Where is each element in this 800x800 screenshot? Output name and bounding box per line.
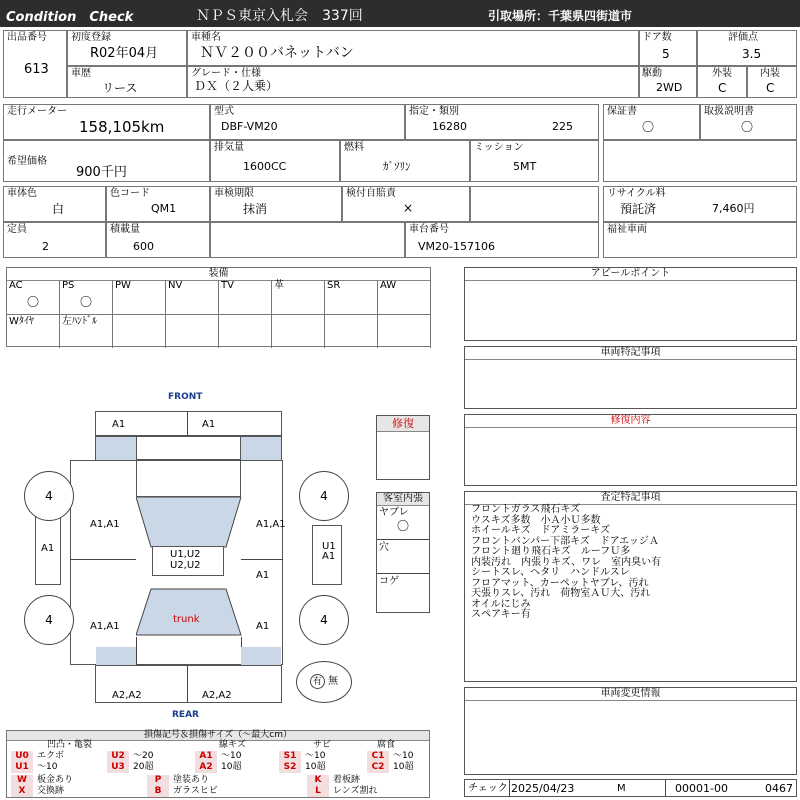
load-label: 積載量 <box>110 224 140 235</box>
legend-meaning: ～10 <box>221 751 242 761</box>
lot-cell <box>3 30 67 98</box>
repair-content-box <box>464 414 797 486</box>
change-title: 車両変更情報 <box>465 688 796 701</box>
load-cell <box>106 222 210 258</box>
mission-value: 5MT <box>513 160 537 173</box>
legend-meaning: 20超 <box>133 762 154 772</box>
mission-label: ミッション <box>474 142 524 153</box>
price-value: 900千円 <box>76 165 127 180</box>
front-bumper-right-mark: A1 <box>202 419 216 430</box>
spare-tyre <box>296 661 352 703</box>
category-value: 225 <box>552 120 573 133</box>
car-name: ＮＶ２００バネットバン <box>200 45 354 61</box>
warranty-mark: 〇 <box>642 120 655 134</box>
legend-row <box>7 751 429 762</box>
color-cell <box>3 186 106 222</box>
chassis-cell <box>405 222 599 258</box>
repair-box <box>376 415 430 480</box>
manual-label: 取扱説明書 <box>704 106 754 117</box>
legend-meaning: 10超 <box>221 762 242 772</box>
int-cell <box>747 66 797 98</box>
name-label: 車種名 <box>191 32 221 43</box>
int-value: C <box>766 81 775 95</box>
inspection-label: 車検期限 <box>214 188 254 199</box>
equipment-extra-label: 左ﾊﾝﾄﾞﾙ <box>62 316 97 327</box>
inspect-note: スペアキー有 <box>471 609 531 620</box>
ext-cell <box>697 66 747 98</box>
left-rear-mark: A1,A1 <box>90 621 120 632</box>
score-cell <box>697 30 797 66</box>
equipment-extra-label: Wﾀｲﾔ <box>9 316 34 327</box>
legend-code: B <box>147 786 169 797</box>
legend-row <box>7 775 429 786</box>
name-cell <box>187 30 639 66</box>
ext-value: C <box>718 81 727 95</box>
capacity-cell <box>3 222 106 258</box>
chassis-value: VM20-157106 <box>418 240 495 253</box>
ext-label: 外装 <box>712 68 732 79</box>
legend-meaning: 10超 <box>305 762 326 772</box>
color-code-value: QM1 <box>151 202 177 215</box>
inspect-note: 内装汚れ 内張りキズ、ワレ 室内臭い有 <box>471 556 662 568</box>
chassis-label: 車台番号 <box>409 224 449 235</box>
equipment-col-label: SR <box>327 280 341 291</box>
mission-cell <box>470 140 599 182</box>
legend-meaning: ～10 <box>305 751 326 761</box>
rear-label: REAR <box>172 710 199 720</box>
legend-code: A1 <box>195 751 217 762</box>
damage-legend <box>6 730 430 798</box>
legend-code: U1 <box>11 762 33 773</box>
equipment-col-label: TV <box>221 280 234 291</box>
mileage-value: 158,105km <box>79 118 165 136</box>
inspect-title: 査定特記事項 <box>465 492 796 505</box>
legend-code: A2 <box>195 762 217 773</box>
score-value: 3.5 <box>742 47 762 61</box>
grade-label: グレード・仕様 <box>191 68 261 79</box>
equipment-table <box>6 267 431 347</box>
spare-yes: 有 <box>310 674 325 689</box>
capacity-label: 定員 <box>7 224 27 235</box>
reg-cell <box>67 30 187 66</box>
liability-cell <box>342 186 470 222</box>
equipment-cell <box>219 315 272 348</box>
designation-cell <box>405 104 599 140</box>
equipment-cell <box>272 315 325 348</box>
legend-code: P <box>147 775 169 786</box>
equipment-cell <box>7 280 60 314</box>
drive-cell <box>639 66 697 98</box>
trunk-label: trunk <box>173 614 200 625</box>
inspect-note: 天張りスレ、汚れ 荷物室ＡＵ大、汚れ <box>471 588 651 599</box>
liability-blank <box>470 186 599 222</box>
legend-code: C1 <box>367 751 389 762</box>
equipment-cell <box>325 315 378 348</box>
displacement-label: 排気量 <box>214 142 244 153</box>
right-panel-mark-1: U1 <box>322 541 336 552</box>
welfare-cell <box>603 222 797 258</box>
designation-label: 指定・類別 <box>409 106 459 117</box>
footer-box <box>464 779 797 797</box>
equipment-cell <box>378 315 431 348</box>
special-title: 車両特記事項 <box>465 347 796 360</box>
lot-number: 613 <box>24 62 49 77</box>
displacement-value: 1600CC <box>243 160 287 173</box>
equipment-col-label: NV <box>168 280 183 291</box>
appeal-title: アピールポイント <box>465 268 796 281</box>
mileage-label: 走行メーター <box>7 106 67 117</box>
right-rear-mark: A1 <box>256 621 270 632</box>
price-label: 希望価格 <box>7 156 47 167</box>
drive-label: 駆動 <box>642 68 662 79</box>
interior-title: 客室内張 <box>377 493 429 506</box>
roof <box>152 546 224 576</box>
tyre-front-left: 4 <box>24 471 74 521</box>
grade-cell <box>187 66 639 98</box>
koge-label: コゲ <box>379 576 399 587</box>
fuel-label: 燃料 <box>344 142 364 153</box>
color-label: 車体色 <box>7 188 37 199</box>
load-value: 600 <box>133 240 154 253</box>
equipment-cell <box>166 280 219 314</box>
spare-no: 無 <box>328 676 339 687</box>
liability-value: × <box>403 201 414 215</box>
color-value: 白 <box>52 202 65 216</box>
designation-value: 16280 <box>432 120 467 133</box>
score-label: 評価点 <box>728 32 758 43</box>
doors-label: ドア数 <box>642 32 672 43</box>
check-date: 2025/04/23 <box>511 782 575 795</box>
equipment-title: 装備 <box>7 268 430 281</box>
color-code-cell <box>106 186 210 222</box>
legend-meaning: エクボ <box>37 751 65 761</box>
legend-row <box>7 762 429 773</box>
equipment-col-label: 革 <box>274 280 284 291</box>
legend-code: L <box>307 786 329 797</box>
warranty-cell <box>603 104 700 140</box>
right-side-mark: A1 <box>256 570 270 581</box>
doors-value: 5 <box>662 47 670 61</box>
rear-bumper-right-mark: A2,A2 <box>202 690 232 701</box>
inspect-note: ウスキズ多数 小Ａ小Ｕ多数 <box>471 514 601 526</box>
legend-code: U0 <box>11 751 33 762</box>
change-box <box>464 687 797 775</box>
manual-mark: 〇 <box>741 120 754 134</box>
model-cell <box>210 104 405 140</box>
yabure-label: ヤブレ <box>379 507 409 518</box>
legend-meaning: ～20 <box>133 751 154 761</box>
reg-date: R02年04月 <box>90 46 159 61</box>
equipment-cell <box>166 315 219 348</box>
check-staff: M <box>617 783 626 794</box>
equipment-cell <box>113 315 166 348</box>
check-code: 00001-00 <box>675 782 728 795</box>
legend-meaning: ～10 <box>37 762 58 772</box>
tyre-rear-right: 4 <box>299 595 349 645</box>
legend-code: W <box>11 775 33 786</box>
inspection-cell <box>210 186 342 222</box>
inspect-box <box>464 491 797 682</box>
warranty-label: 保証書 <box>607 106 637 117</box>
grade-value: ＤＸ（２人乗） <box>194 79 279 93</box>
repair-content-title: 修復内容 <box>465 415 796 428</box>
blank-cell <box>603 140 797 182</box>
legend-group: 腐食 <box>377 740 396 750</box>
legend-title: 損傷記号＆損傷サイズ（～最大cm） <box>7 731 429 741</box>
legend-group: 凹凸・亀裂 <box>47 740 93 750</box>
displacement-cell <box>210 140 340 182</box>
equipment-col-label: AC <box>9 280 23 291</box>
legend-code: K <box>307 775 329 786</box>
legend-meaning: 10超 <box>393 762 414 772</box>
inspect-notes <box>471 505 791 621</box>
left-side-panel <box>35 515 61 585</box>
recycle-label: リサイクル料 <box>607 188 666 199</box>
inspect-note: シートスレ、ヘタリ ハンドルスレ <box>471 567 630 578</box>
legend-code: S1 <box>279 751 301 762</box>
doc-title: Condition Check <box>6 10 134 25</box>
ana-label: 穴 <box>379 542 389 553</box>
legend-code: S2 <box>279 762 301 773</box>
chassis-blank <box>210 222 405 258</box>
equipment-mark: 〇 <box>80 295 93 309</box>
equipment-cell <box>60 280 113 314</box>
legend-code: U3 <box>107 762 129 773</box>
inspect-note: フロントバンパー下部キズ ドアエッジＡ <box>471 535 659 547</box>
rear-bumper-left-mark: A2,A2 <box>112 690 142 701</box>
equipment-cell <box>325 280 378 314</box>
equipment-row <box>7 314 430 347</box>
history-label: 車歴 <box>71 68 91 79</box>
mileage-cell <box>3 104 210 140</box>
legend-meaning: 板金あり <box>37 775 74 785</box>
legend-code: X <box>11 786 33 797</box>
yabure-mark: 〇 <box>397 519 410 533</box>
equipment-mark: 〇 <box>27 295 40 309</box>
equipment-cell <box>7 315 60 348</box>
right-side-panel <box>312 525 342 585</box>
legend-meaning: ガラスヒビ <box>173 786 218 796</box>
legend-group: 線キズ <box>219 740 246 750</box>
appeal-box <box>464 267 797 341</box>
front-bumper-left-mark: A1 <box>112 419 126 430</box>
legend-row <box>7 786 429 797</box>
reg-label: 初度登録 <box>71 32 111 43</box>
right-panel-mark-2: A1 <box>322 551 336 562</box>
recycle-cell <box>603 186 797 222</box>
history-cell <box>67 66 187 98</box>
legend-group: サビ <box>313 740 332 750</box>
manual-cell <box>700 104 797 140</box>
drive-value: 2WD <box>656 81 683 94</box>
doors-cell <box>639 30 697 66</box>
legend-meaning: レンズ割れ <box>333 786 378 796</box>
recycle-status: 預託済 <box>620 202 657 216</box>
left-side-mark: A1 <box>41 543 55 554</box>
fuel-cell <box>340 140 470 182</box>
equipment-col-label: PS <box>62 280 75 291</box>
fuel-value: ｶﾞｿﾘﾝ <box>383 160 411 173</box>
car-diagram <box>0 385 460 725</box>
equipment-cell <box>378 280 431 314</box>
front-label: FRONT <box>168 392 203 402</box>
pickup-location: 引取場所：千葉県四街道市 <box>488 9 633 23</box>
equipment-cell <box>113 280 166 314</box>
inspection-value: 抹消 <box>243 202 268 216</box>
legend-meaning: 交換跡 <box>37 786 65 796</box>
history-value: リース <box>102 81 138 95</box>
tyre-front-right: 4 <box>299 471 349 521</box>
header-bar <box>0 0 800 27</box>
inspect-note: フロントガラス飛石キズ <box>471 504 581 515</box>
inspect-note: オイルにじみ <box>471 598 531 610</box>
model-value: DBF-VM20 <box>221 120 278 133</box>
lot-label: 出品番号 <box>7 32 47 43</box>
equipment-col-label: PW <box>115 280 131 291</box>
inspect-note: フロント廻り飛石キズ ルーフＵ多 <box>471 546 631 557</box>
recycle-fee: 7,460円 <box>712 202 755 215</box>
right-front-door-mark: A1,A1 <box>256 519 286 530</box>
liability-label: 検付自賠責 <box>346 188 396 199</box>
inspect-note: フロアマット、カーペットヤブレ、汚れ <box>471 577 649 589</box>
repair-title: 修復 <box>377 416 429 432</box>
inspect-note: ホイールキズ ドアミラーキズ <box>471 525 611 536</box>
legend-meaning: ～10 <box>393 751 414 761</box>
left-front-door-mark: A1,A1 <box>90 519 120 530</box>
roof-mark-2: U2,U2 <box>170 560 201 571</box>
welfare-label: 福祉車両 <box>607 224 647 235</box>
roof-mark-1: U1,U2 <box>170 549 201 560</box>
interior-box <box>376 492 430 613</box>
model-label: 型式 <box>214 106 234 117</box>
auction-name: ＮＰＳ東京入札会 337回 <box>196 8 363 24</box>
equipment-row <box>7 280 430 314</box>
capacity-value: 2 <box>42 240 49 253</box>
price-cell <box>3 140 210 182</box>
tyre-rear-left: 4 <box>24 595 74 645</box>
legend-groups <box>7 740 429 751</box>
equipment-cell <box>60 315 113 348</box>
rear-bumper <box>95 665 282 703</box>
legend-meaning: 塗装あり <box>173 775 210 785</box>
color-code-label: 色コード <box>110 188 150 199</box>
engine <box>136 437 241 497</box>
legend-meaning: 着板跡 <box>333 775 361 785</box>
int-label: 内装 <box>760 68 780 79</box>
front-bumper <box>95 411 282 436</box>
check-number: 0467 <box>765 782 793 795</box>
legend-code: U2 <box>107 751 129 762</box>
equipment-col-label: AW <box>380 280 397 291</box>
legend-code: C2 <box>367 762 389 773</box>
equipment-cell <box>219 280 272 314</box>
check-label: チェック <box>468 783 508 794</box>
special-box <box>464 346 797 409</box>
equipment-cell <box>272 280 325 314</box>
